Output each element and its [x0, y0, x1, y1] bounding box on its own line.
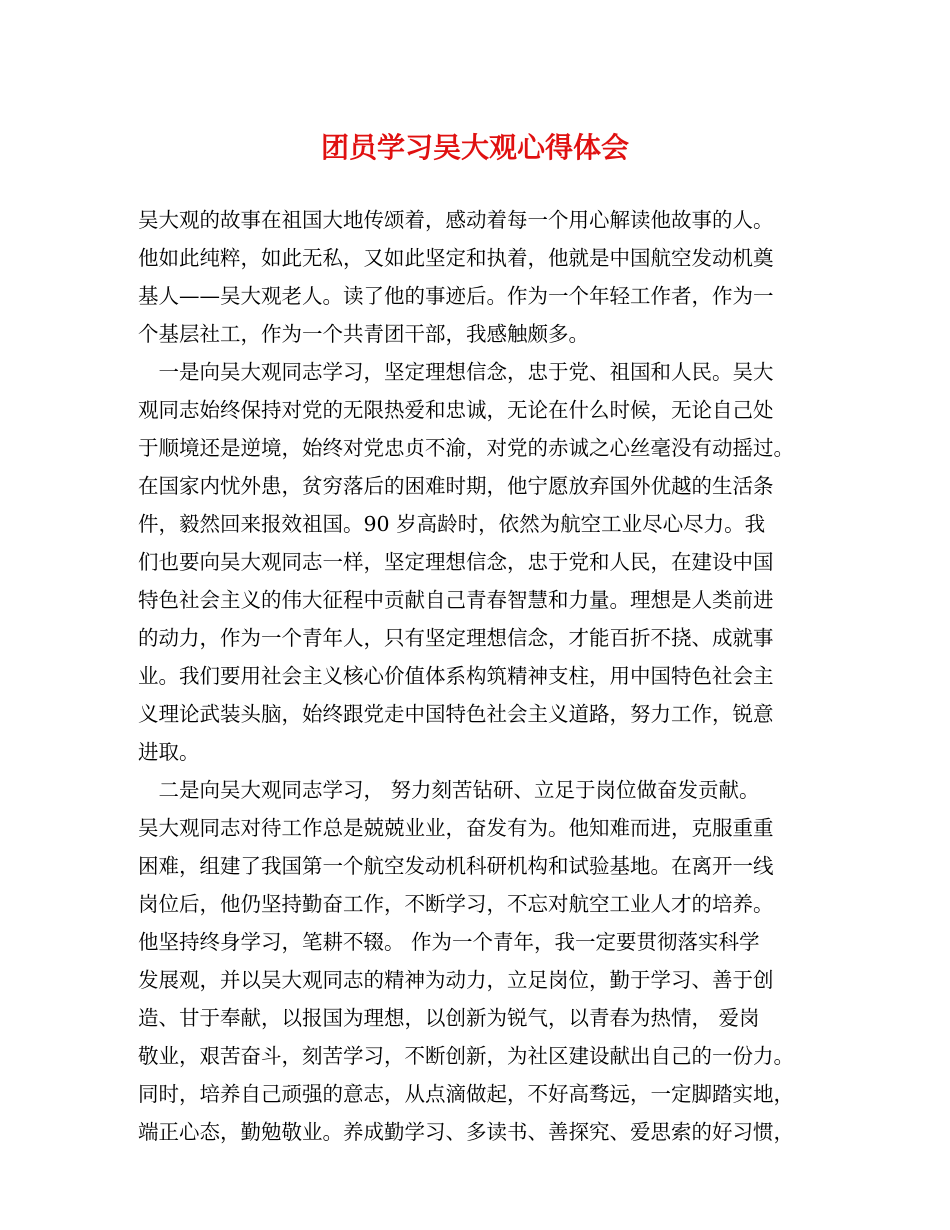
text-line: 基人——吴大观老人。读了他的事迹后。作为一个年轻工作者，作为一	[138, 284, 774, 308]
text-line: 同时，培养自己顽强的意志，从点滴做起，不好高骛远，一定脚踏实地，	[138, 1082, 794, 1106]
text-line: 吴大观同志对待工作总是兢兢业业，奋发有为。他知难而进，克服重重	[138, 816, 774, 840]
text-line: 敬业，艰苦奋斗，刻苦学习，不断创新，为社区建设献出自己的一份力。	[138, 1044, 794, 1068]
text-line: 发展观，并以吴大观同志的精神为动力，立足岗位，勤于学习、善于创	[138, 968, 774, 992]
document-title: 团员学习吴大观心得体会	[320, 131, 629, 164]
text-line: 困难，组建了我国第一个航空发动机科研机构和试验基地。在离开一线	[138, 854, 774, 878]
text-line: 在国家内忧外患，贫穷落后的困难时期，他宁愿放弃国外优越的生活条	[138, 474, 774, 498]
text-line: 观同志始终保持对党的无限热爱和忠诚，无论在什么时候，无论自己处	[138, 398, 774, 422]
document-body	[138, 201, 828, 1151]
text-line: 进取。	[138, 740, 200, 764]
text-line: 件，毅然回来报效祖国。90 岁高龄时，依然为航空工业尽心尽力。我	[138, 512, 766, 536]
text-line: 们也要向吴大观同志一样，坚定理想信念，忠于党和人民，在建设中国	[138, 550, 774, 574]
text-line: 的动力，作为一个青年人，只有坚定理想信念，才能百折不挠、成就事	[138, 626, 774, 650]
text-line: 造、甘于奉献，以报国为理想，以创新为锐气，以青春为热情， 爱岗	[138, 1006, 760, 1030]
text-line: 一是向吴大观同志学习，坚定理想信念，忠于党、祖国和人民。吴大	[138, 360, 774, 384]
text-line: 特色社会主义的伟大征程中贡献自己青春智慧和力量。理想是人类前进	[138, 588, 774, 612]
text-line: 他坚持终身学习，笔耕不辍。 作为一个青年，我一定要贯彻落实科学	[138, 930, 760, 954]
text-line: 二是向吴大观同志学习， 努力刻苦钻研、立足于岗位做奋发贡献。	[138, 778, 760, 802]
text-line: 于顺境还是逆境，始终对党忠贞不渝，对党的赤诚之心丝毫没有动摇过。	[138, 436, 794, 460]
text-line: 端正心态，勤勉敬业。养成勤学习、多读书、善探究、爱思索的好习惯，	[138, 1120, 794, 1144]
text-line: 个基层社工，作为一个共青团干部，我感触颇多。	[138, 322, 589, 346]
text-line: 义理论武装头脑，始终跟党走中国特色社会主义道路，努力工作，锐意	[138, 702, 774, 726]
text-line: 业。我们要用社会主义核心价值体系构筑精神支柱，用中国特色社会主	[138, 664, 774, 688]
text-line: 岗位后，他仍坚持勤奋工作，不断学习，不忘对航空工业人才的培养。	[138, 892, 774, 916]
text-line: 吴大观的故事在祖国大地传颂着，感动着每一个用心解读他故事的人。	[138, 208, 774, 232]
text-line: 他如此纯粹，如此无私，又如此坚定和执着，他就是中国航空发动机奠	[138, 246, 774, 270]
